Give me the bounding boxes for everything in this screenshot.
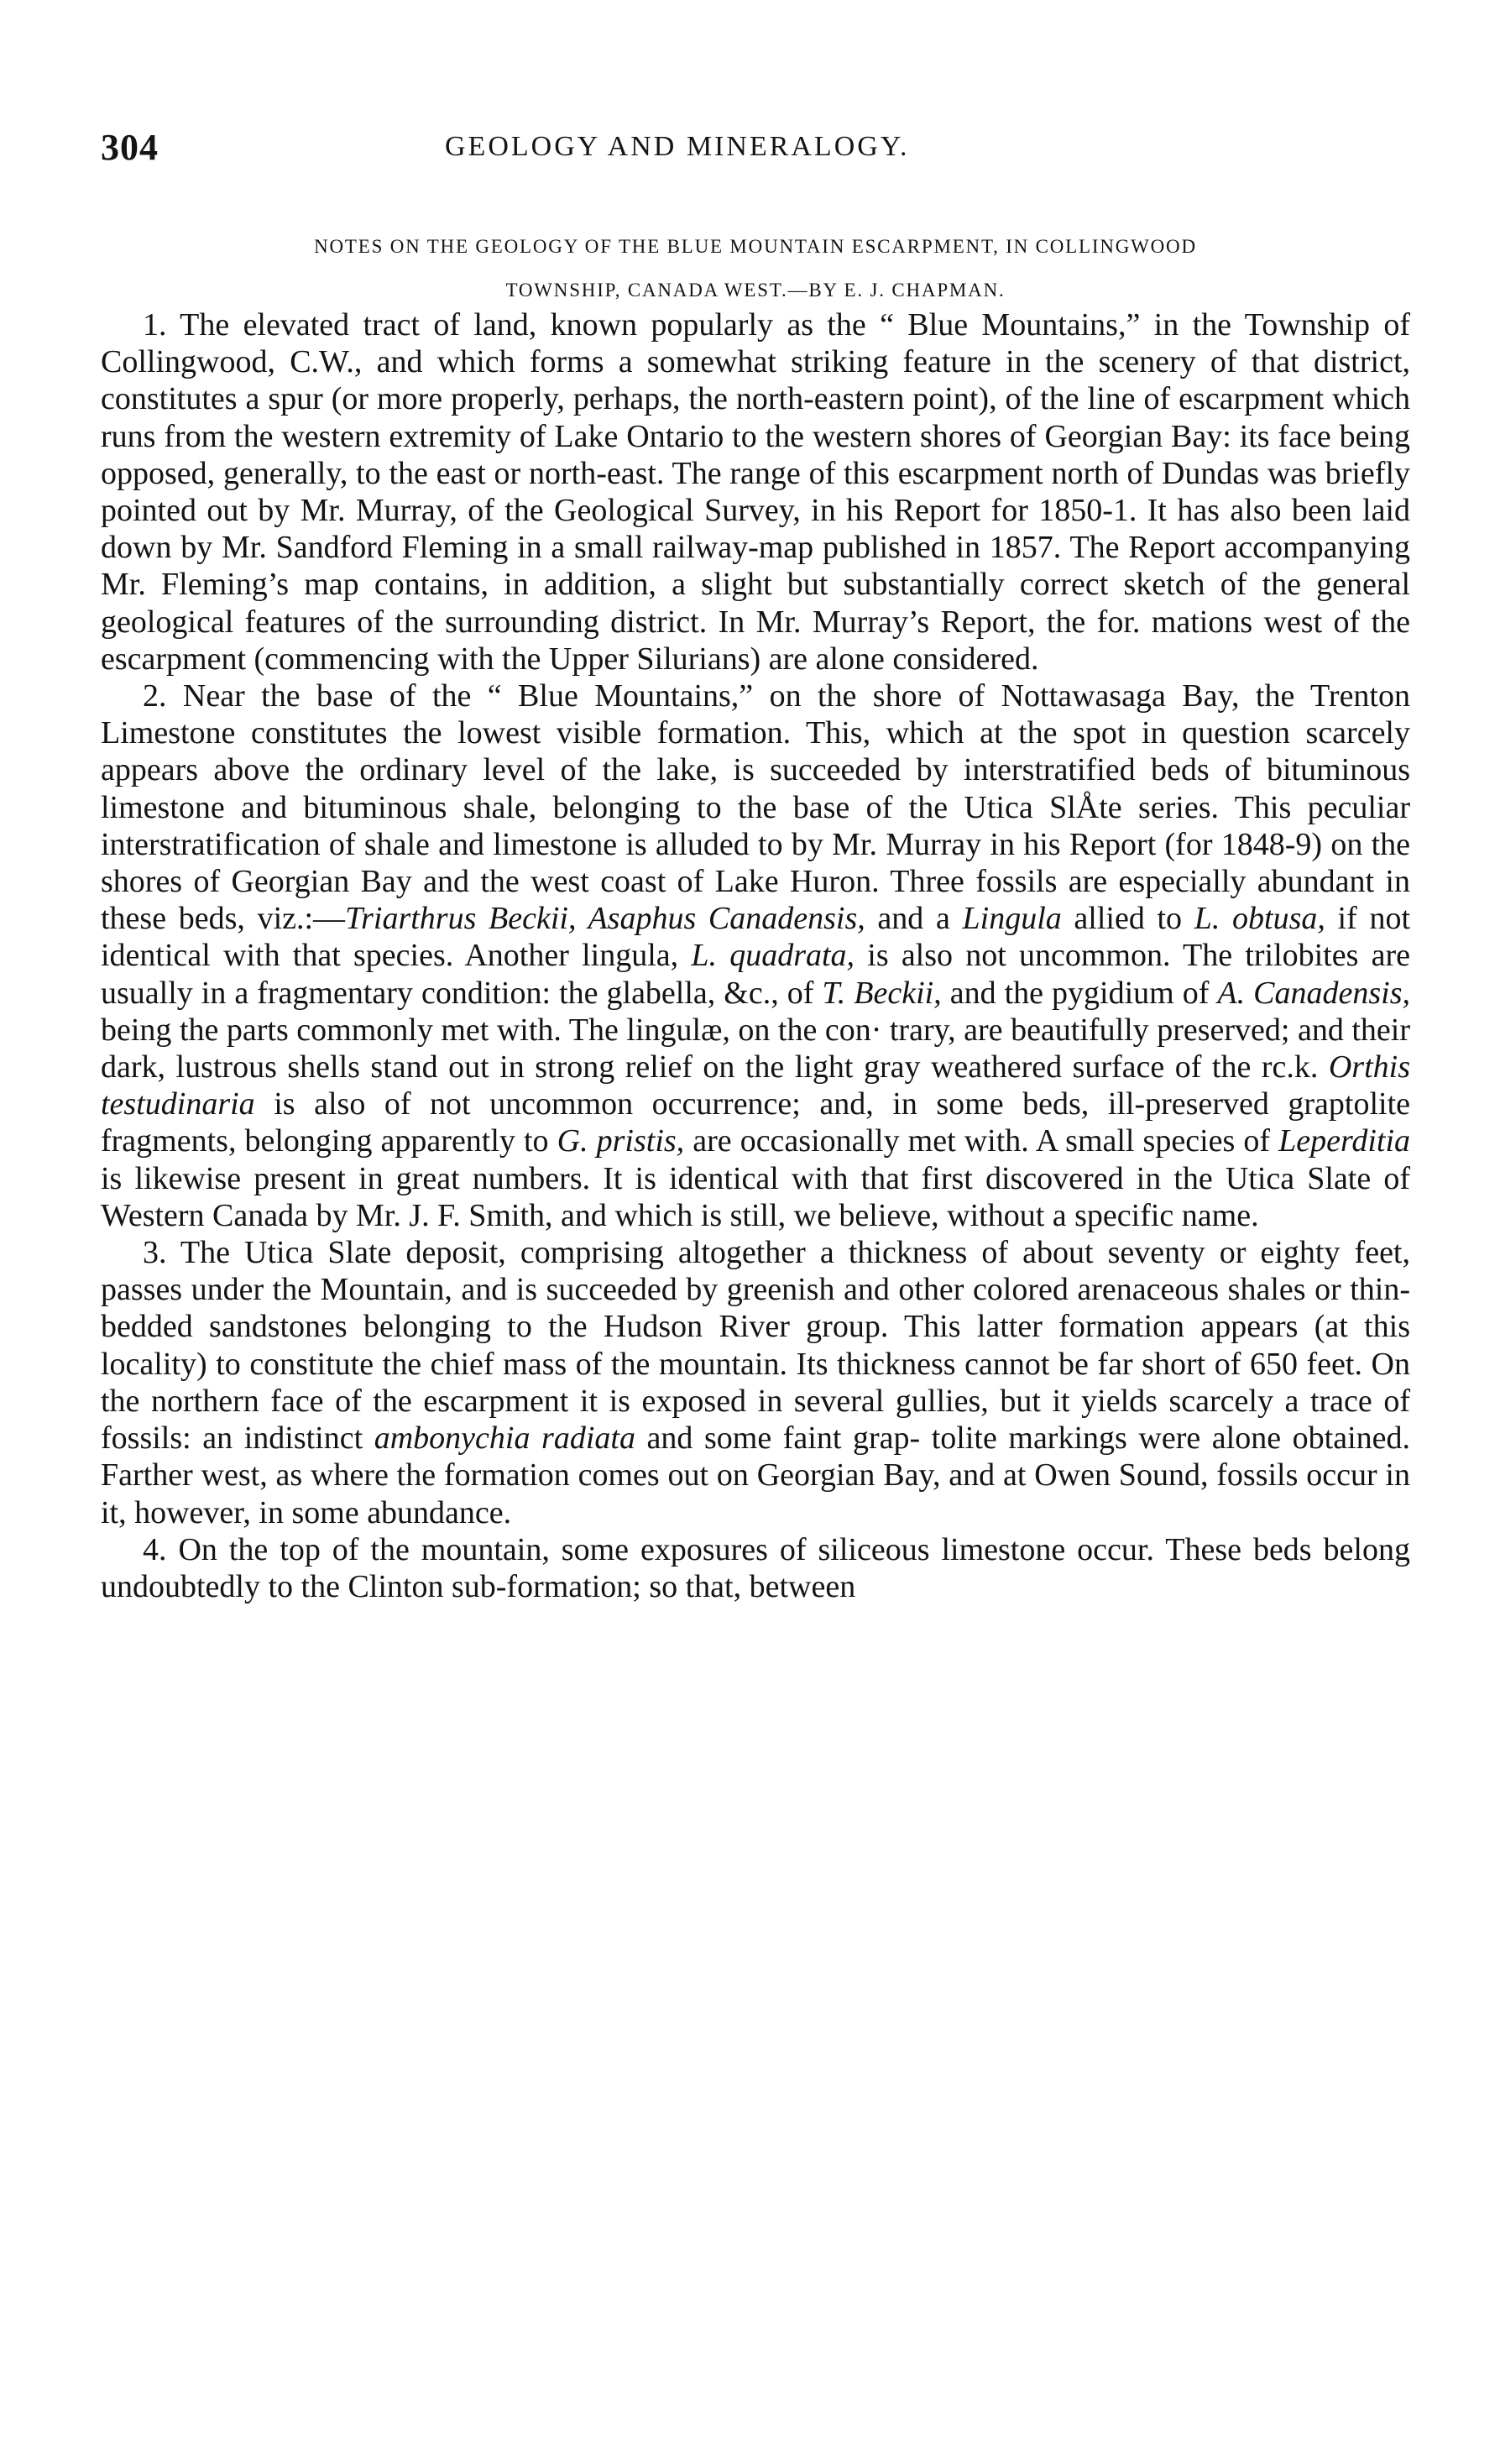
paragraph-2-text: being the parts commonly met with. The lingulæ, on the con· trary, are beautifully preserved; and their dark, lustrous shells stand out in strong relief on the light gray weathered surface of the rc.k. bbox=[101, 1012, 1410, 1086]
running-head bbox=[101, 126, 1410, 176]
paragraph-2-text: if not identical with that species. Another lingula, bbox=[101, 901, 1410, 974]
paragraph-2-text: 2. Near the base of the “ Blue Mountains,” on the shore of Nottawasaga Bay, the Trenton Limestone constitutes the lowest visible formation. This, which at the spot in question scarcely appears above the ordinary level of the lake, is succeeded by interstratified beds of bituminous limestone and bituminous shale, belonging to the base of the Utica SlÅte series. This peculiar interstratification of shale and limestone is alluded to by Mr. Murray in his Report (for 1848-9) on the shores of Georgian Bay and the west coast of Lake Huron. Three fossils are especially abundant in these beds, viz.:— bbox=[101, 678, 1410, 937]
species-name: Lingula bbox=[962, 901, 1062, 937]
paragraph-2-text: allied to bbox=[1061, 901, 1194, 937]
species-name: A. Canadensis, bbox=[1217, 975, 1410, 1011]
running-title: GEOLOGY AND MINERALOGY. bbox=[445, 131, 910, 162]
species-name: G. pristis, bbox=[557, 1123, 685, 1159]
paragraph-3 bbox=[101, 1234, 1410, 1531]
article-body bbox=[101, 306, 1410, 1605]
article-title bbox=[101, 225, 1410, 312]
paragraph-3-text: and some faint grap- tolite markings were alone obtained. Farther west, as where the formation comes out on Georgian Bay, and at Owen Sound, fossils occur in it, however, in some abundance. bbox=[101, 1420, 1410, 1530]
article-title-line-2: TOWNSHIP, CANADA WEST.—BY E. J. CHAPMAN. bbox=[505, 280, 1006, 301]
species-name: L. quadrata, bbox=[691, 938, 855, 974]
paragraph-2-text: are occasionally met with. A small species of bbox=[684, 1123, 1279, 1159]
paragraph-2-text: is also of not uncommon occurrence; and, in some beds, ill-preserved graptolite fragments, belonging apparently to bbox=[101, 1086, 1410, 1159]
paragraph-3-text: 3. The Utica Slate deposit, comprising altogether a thickness of about seventy or eighty feet, passes under the Mountain, and is succeeded by greenish and other colored arenaceous shales or thin-bedded sandstones belonging to the Hudson River group. This latter formation appears (at this locality) to constitute the chief mass of the mountain. Its thickness cannot be far short of 650 feet. On the northern face of the escarpment it is exposed in several gullies, but it yields scarcely a trace of fossils: an indistinct bbox=[101, 1235, 1410, 1457]
page-number: 304 bbox=[101, 127, 159, 168]
species-name: Triarthrus Beckii, Asaphus Canadensis, bbox=[345, 901, 865, 937]
species-name: Leperditia bbox=[1278, 1123, 1410, 1159]
species-name: T. Beckii, bbox=[822, 975, 942, 1011]
paragraph-2-text: and the pygidium of bbox=[941, 975, 1218, 1011]
paragraph-4: 4. On the top of the mountain, some exposures of siliceous limestone occur. These beds belong undoubtedly to the Clinton sub-formation; so that, between bbox=[101, 1531, 1410, 1604]
paragraph-2-text: is likewise present in great numbers. It is identical with that first discovered in the Utica Slate of Western Canada by Mr. J. F. Smith, and which is still, we believe, without a specific name. bbox=[101, 1160, 1410, 1233]
species-name: L. obtusa, bbox=[1194, 901, 1325, 937]
article-title-line-1: NOTES ON THE GEOLOGY OF THE BLUE MOUNTAIN ESCARPMENT, IN COLLINGWOOD bbox=[314, 236, 1197, 257]
paragraph-2 bbox=[101, 677, 1410, 1234]
paragraph-2-text: is also not uncommon. The trilobites are usually in a fragmentary condition: the glabella, &c., of bbox=[101, 938, 1410, 1011]
book-page bbox=[101, 0, 1410, 2464]
species-name: Orthis testudinaria bbox=[101, 1049, 1410, 1122]
paragraph-1: 1. The elevated tract of land, known popularly as the “ Blue Mountains,” in the Township of Collingwood, C.W., and which forms a somewhat striking feature in the scenery of that district, constitutes a spur (or more properly, perhaps, the north-eastern point), of the line of escarpment which runs from the western extremity of Lake Ontario to the western shores of Georgian Bay: its face being opposed, generally, to the east or north-east. The range of this escarpment north of Dundas was briefly pointed out by Mr. Murray, of the Geological Survey, in his Report for 1850-1. It has also been laid down by Mr. Sandford Fleming in a small railway-map published in 1857. The Report accompanying Mr. Fleming’s map contains, in addition, a slight but substantially correct sketch of the general geological features of the surrounding district. In Mr. Murray’s Report, the for. mations west of the escarpment (commencing with the Upper Silurians) are alone considered. bbox=[101, 307, 1410, 677]
species-name: ambonychia radiata bbox=[374, 1420, 635, 1457]
paragraph-2-text: and a bbox=[865, 901, 963, 937]
